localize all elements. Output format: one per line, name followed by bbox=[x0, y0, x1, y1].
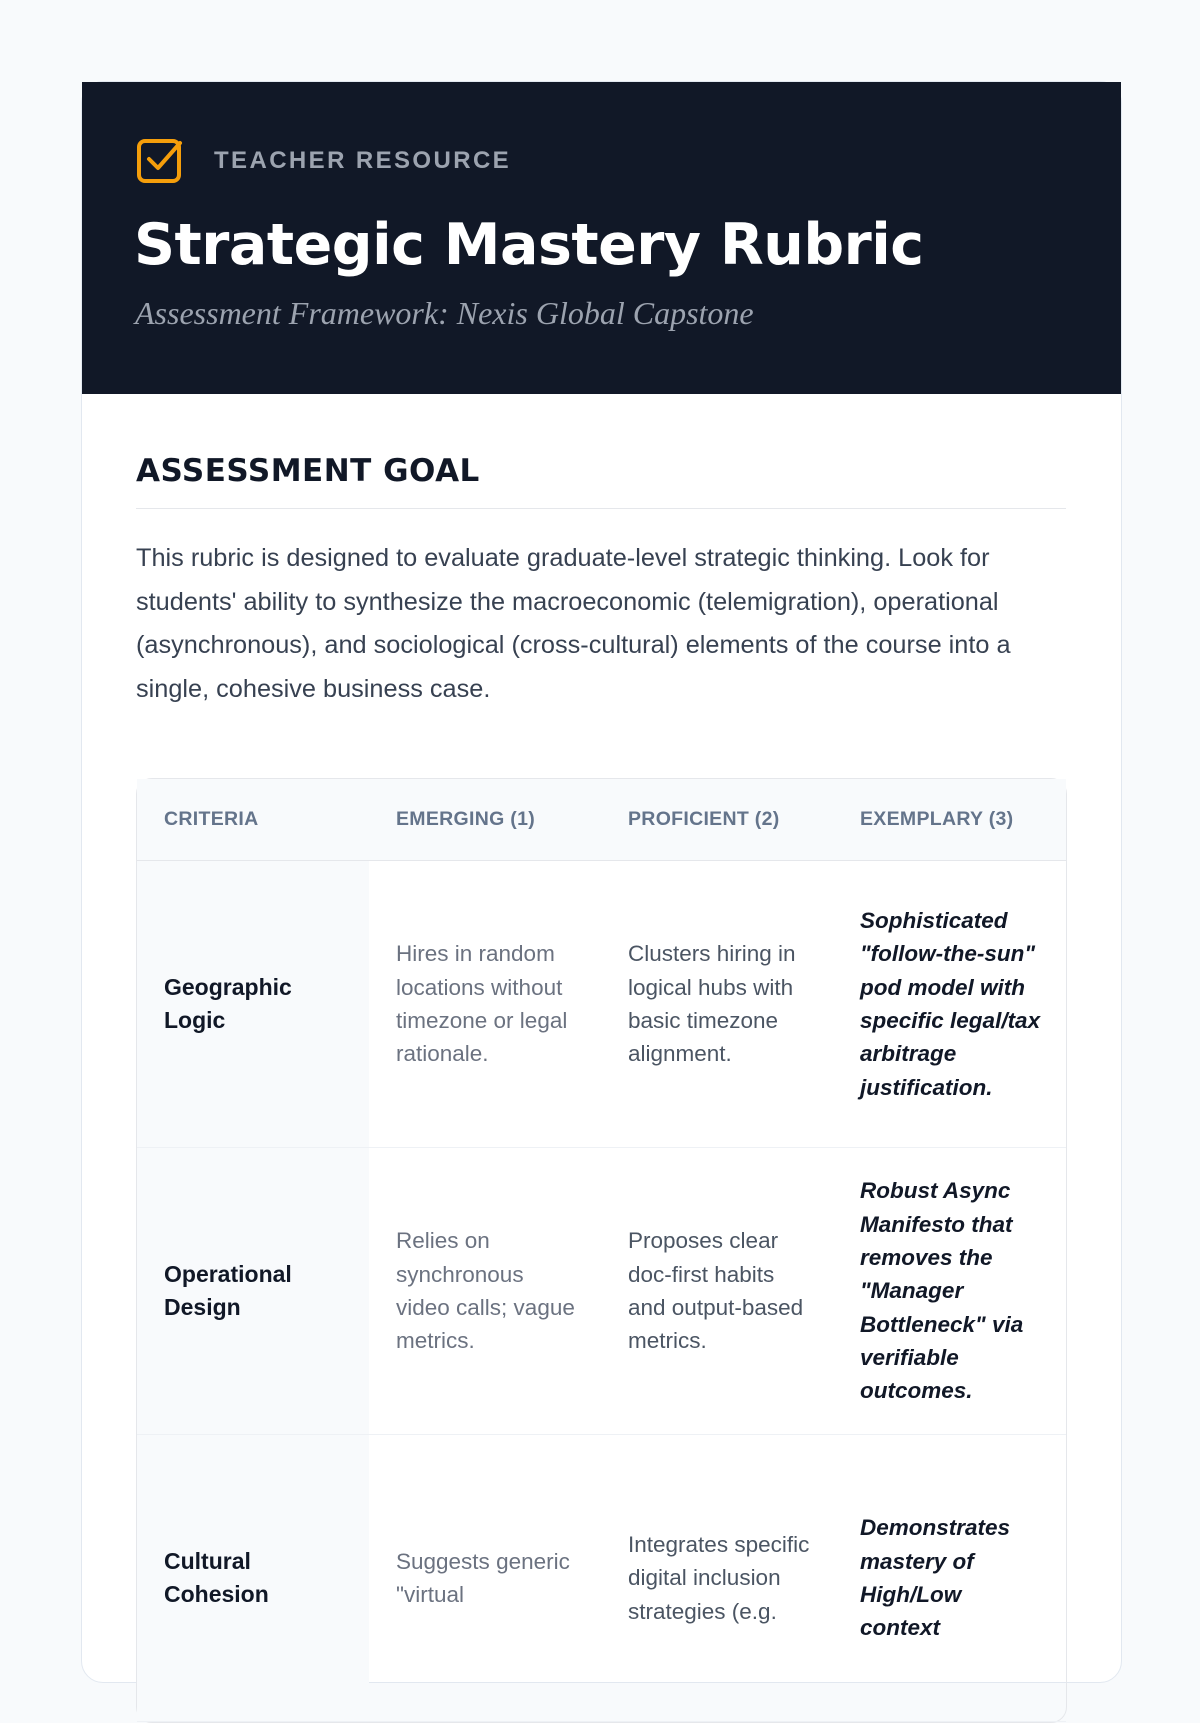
rubric-card bbox=[81, 81, 1122, 1683]
emerging-cell: Relies on synchronous video calls; vague metrics. bbox=[369, 1148, 601, 1435]
exemplary-cell: Sophisticated "follow-the-sun" pod model with specific legal/tax arbitrage justification. bbox=[833, 861, 1066, 1148]
column-header-emerging: EMERGING (1) bbox=[369, 779, 601, 861]
emerging-cell: Hires in random locations without timezone or legal rationale. bbox=[369, 861, 601, 1148]
table-row bbox=[137, 1435, 1066, 1722]
table-row bbox=[137, 861, 1066, 1148]
goal-description: This rubric is designed to evaluate graduate-level strategic thinking. Look for students' ability to synthesize the macroeconomic (telemigration), operational (asynchronous), and sociological (cross-cultural) elements of the course into a single, cohesive business case. bbox=[136, 544, 1011, 703]
column-header-criteria: CRITERIA bbox=[137, 779, 369, 861]
column-header-exemplary: EXEMPLARY (3) bbox=[833, 779, 1066, 861]
column-header-proficient: PROFICIENT (2) bbox=[601, 779, 833, 861]
page-subtitle: Assessment Framework: Nexis Global Capstone bbox=[135, 295, 754, 331]
proficient-cell: Proposes clear doc-first habits and output-based metrics. bbox=[601, 1148, 833, 1435]
table-header-row bbox=[137, 779, 1066, 861]
criteria-cell: Operational Design bbox=[137, 1148, 369, 1435]
emerging-cell: Suggests generic "virtual bbox=[369, 1435, 601, 1722]
criteria-cell: Geographic Logic bbox=[137, 861, 369, 1148]
goal-heading-block bbox=[136, 453, 1066, 509]
rubric-table bbox=[136, 778, 1067, 1723]
eyebrow bbox=[136, 137, 511, 185]
goal-heading: ASSESSMENT GOAL bbox=[136, 453, 480, 489]
exemplary-cell: Demonstrates mastery of High/Low context bbox=[833, 1435, 1066, 1722]
header-banner bbox=[82, 82, 1121, 394]
table-row bbox=[137, 1148, 1066, 1435]
eyebrow-label: TEACHER RESOURCE bbox=[214, 147, 512, 174]
criteria-cell: Cultural Cohesion bbox=[137, 1435, 369, 1722]
proficient-cell: Integrates specific digital inclusion strategies (e.g. bbox=[601, 1435, 833, 1722]
checkbox-icon bbox=[136, 137, 184, 185]
exemplary-cell: Robust Async Manifesto that removes the "Manager Bottleneck" via verifiable outcomes. bbox=[833, 1148, 1066, 1435]
page-title: Strategic Mastery Rubric bbox=[134, 212, 924, 278]
proficient-cell: Clusters hiring in logical hubs with basic timezone alignment. bbox=[601, 861, 833, 1148]
